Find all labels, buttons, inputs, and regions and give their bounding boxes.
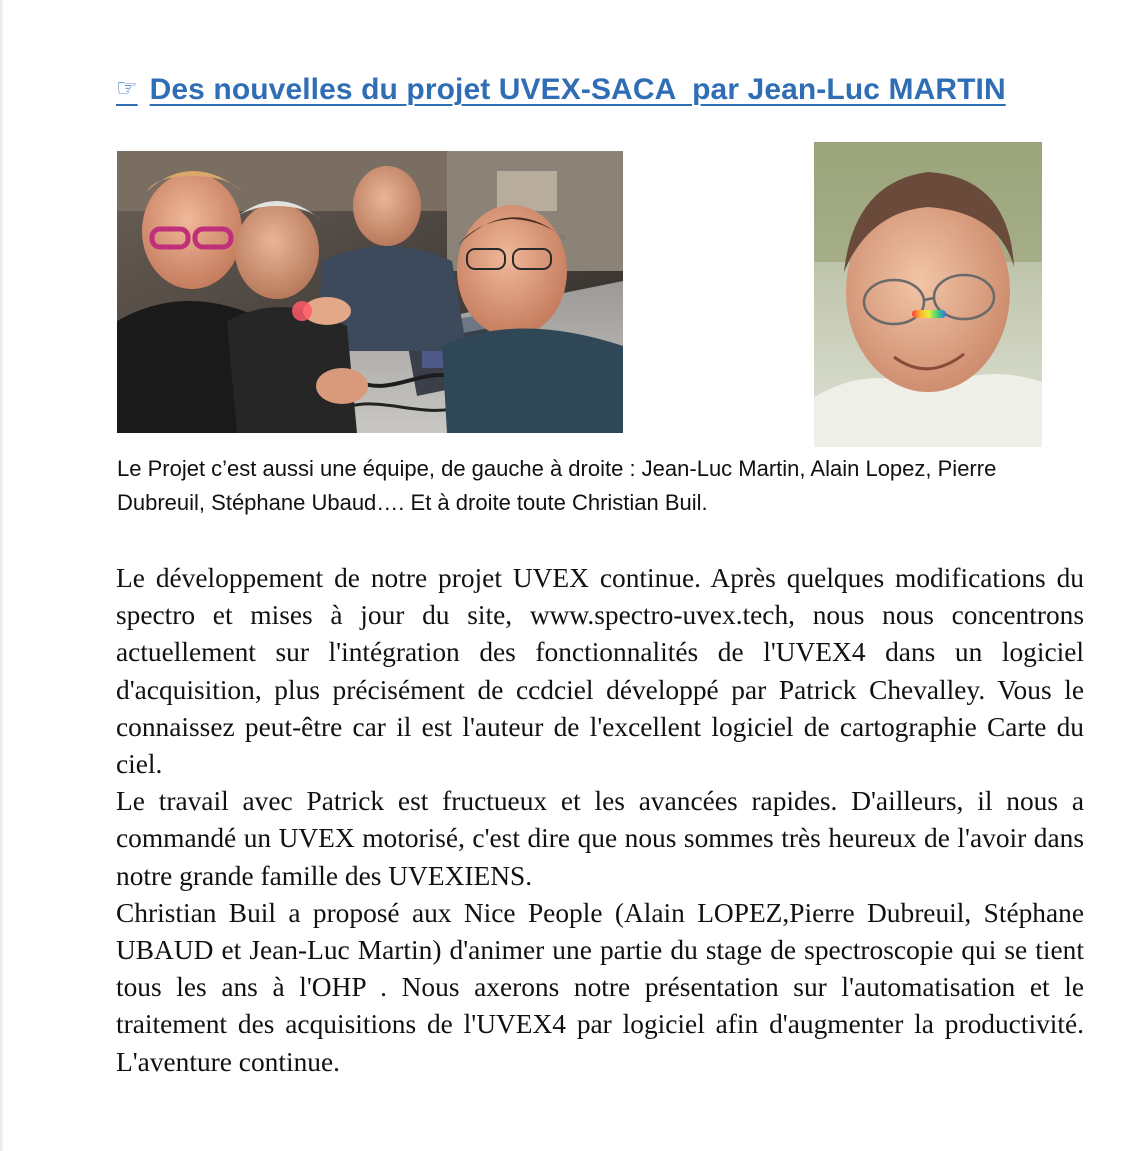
article-title-text: Des nouvelles du projet UVEX-SACA par Jean-Luc MARTIN [149,73,1006,106]
group-photo [117,151,623,433]
photo-caption: Le Projet c’est aussi une équipe, de gauche à droite : Jean-Luc Martin, Alain Lopez, Pierre Dubreuil, Stéphane Ubaud…. Et à droite toute Christian Buil. [117,456,997,515]
paragraph-1: Le développement de notre projet UVEX continue. Après quelques modifications du spectro et mises à jour du site, www.spectro-uvex.tech, nous nous concentrons actuellement sur l'intégration des fonctionnalités de l'UVEX4 dans un logiciel d'acquisition, plus précisément de ccdciel développé par Patrick Chevalley. Vous le connaissez peut-être car il est l'auteur de l'excellent logiciel de cartographie Carte du ciel. [116,563,1084,780]
portrait-photo [814,142,1042,447]
article-body [116,560,1084,1081]
page-edge-shadow [0,0,4,1151]
article-title[interactable] [116,70,1006,111]
paragraph-3: Christian Buil a proposé aux Nice People (Alain LOPEZ,Pierre Dubreuil, Stéphane UBAUD et Jean-Luc Martin) d'animer une partie du stage de spectroscopie qui se tient tous les ans à l'OHP . Nous axerons notre présentation sur l'automatisation et le traitement des acquisitions de l'UVEX4 par logiciel afin d'augmenter la productivité. L'aventure continue. [116,897,1084,1077]
paragraph-2: Le travail avec Patrick est fructueux et les avancées rapides. D'ailleurs, il nous a commandé un UVEX motorisé, c'est dire que nous sommes très heureux de l'avoir dans notre grande famille des UVEXIENS. [116,786,1084,891]
pointing-hand-icon: ☞ [116,74,138,102]
